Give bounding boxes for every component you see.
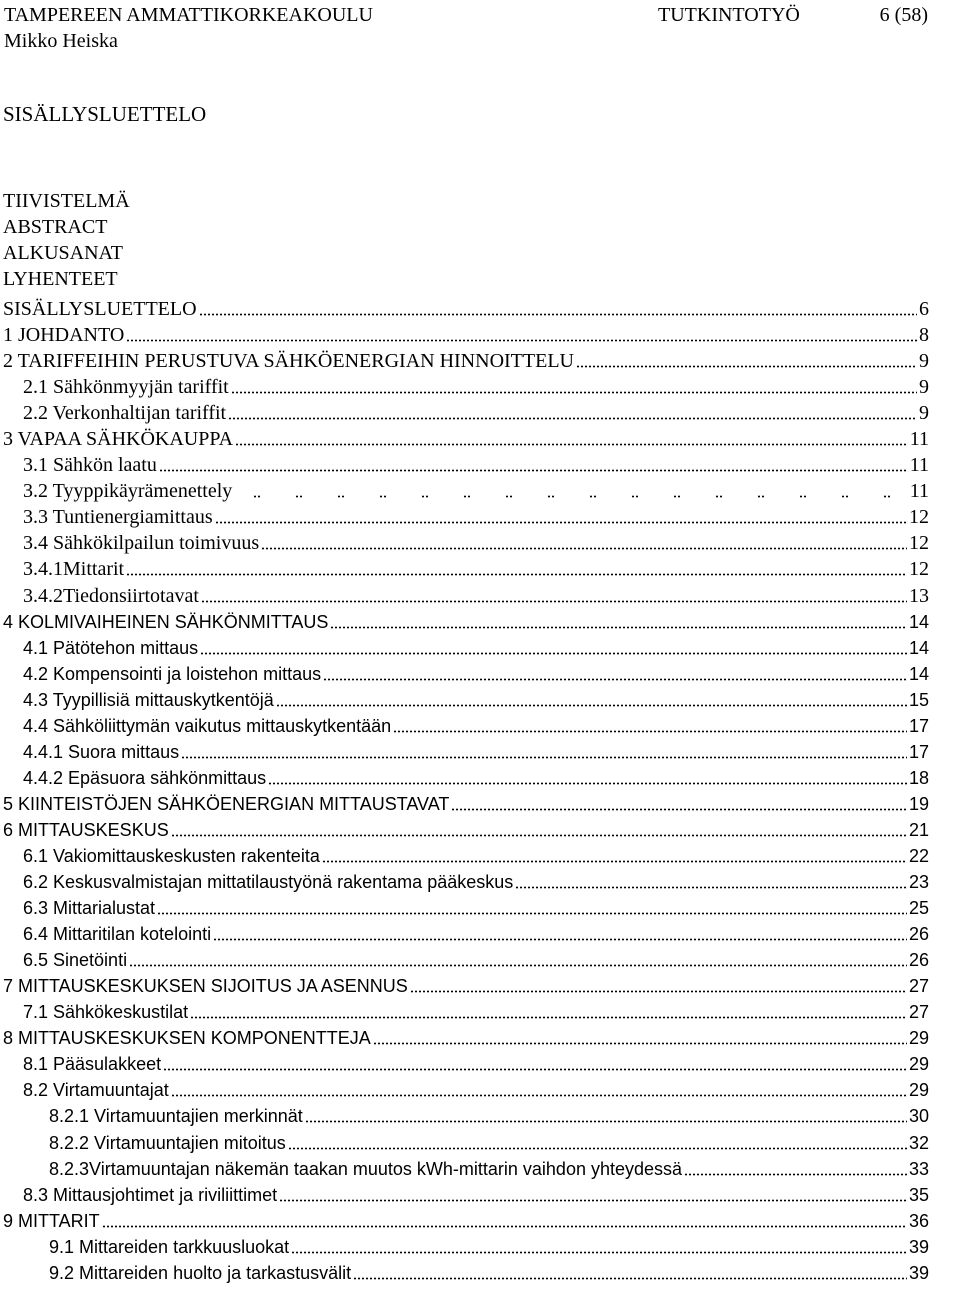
toc-entry-page: 29 xyxy=(908,1054,929,1075)
toc-entry-page: 23 xyxy=(908,872,929,893)
dot-leader xyxy=(159,455,908,475)
toc-entry-title: 3.4 Sähkökilpailun toimivuus xyxy=(23,532,260,555)
toc-entry-page: 11 xyxy=(909,480,929,503)
toc-entry-page: 11 xyxy=(909,428,929,451)
toc-entry[interactable] xyxy=(0,1182,960,1208)
dot-leader xyxy=(684,1159,907,1179)
toc-entry-page: 6 xyxy=(919,298,929,320)
dot-leader xyxy=(171,820,907,840)
toc-entry[interactable] xyxy=(0,739,960,765)
toc-entry-title: 8.2.1 Virtamuuntajien merkinnät xyxy=(49,1106,303,1127)
toc-entry-title: 2.2 Verkonhaltijan tariffit xyxy=(23,402,227,425)
dot-leader xyxy=(276,690,907,710)
toc-entry-title: 9.1 Mittareiden tarkkuusluokat xyxy=(49,1236,290,1257)
dot-leader xyxy=(157,898,907,918)
dot-leader xyxy=(190,1002,907,1022)
toc-entry-page: 12 xyxy=(909,532,929,555)
toc-entry-title: 2 TARIFFEIHIN PERUSTUVA SÄHKÖENERGIAN HINNOITTELU xyxy=(3,350,574,373)
toc-entry-page: 12 xyxy=(909,558,929,581)
toc-entry[interactable] xyxy=(0,348,960,374)
toc-entry[interactable] xyxy=(0,1234,960,1260)
header-page-number: 6 (58) xyxy=(879,4,928,26)
toc-entry-title: 4.2 Kompensointi ja loistehon mittaus xyxy=(23,663,322,684)
dot-leader xyxy=(215,507,907,527)
toc-entry[interactable] xyxy=(0,478,960,504)
toc-entry[interactable] xyxy=(0,1051,960,1077)
toc-entry-page: 14 xyxy=(908,611,929,632)
dot-leader xyxy=(200,638,907,658)
front-matter-item: TIIVISTELMÄ xyxy=(3,190,130,212)
toc-entry-page: 36 xyxy=(908,1210,929,1231)
toc-entry[interactable] xyxy=(0,1260,960,1286)
toc-entry-title: 6.2 Keskusvalmistajan mittatilaustyönä rakentama pääkeskus xyxy=(23,872,514,893)
table-of-contents xyxy=(0,296,960,1286)
toc-entry[interactable] xyxy=(0,374,960,400)
toc-entry-page: 21 xyxy=(908,819,929,840)
toc-entry-page: 17 xyxy=(908,741,929,762)
toc-entry[interactable] xyxy=(0,817,960,843)
toc-entry[interactable] xyxy=(0,426,960,452)
front-matter-item: ALKUSANAT xyxy=(3,242,123,264)
toc-entry-title: 3 VAPAA SÄHKÖKAUPPA xyxy=(3,428,234,451)
toc-entry-title: 4.4.2 Epäsuora sähkönmittaus xyxy=(23,767,267,788)
toc-entry[interactable] xyxy=(0,1103,960,1129)
toc-entry-title: 3.1 Sähkön laatu xyxy=(23,454,157,477)
toc-entry[interactable] xyxy=(0,452,960,478)
toc-entry[interactable] xyxy=(0,504,960,530)
toc-entry-page: 14 xyxy=(908,637,929,658)
toc-entry-title: 5 KIINTEISTÖJEN SÄHKÖENERGIAN MITTAUSTAVAT xyxy=(3,793,450,814)
toc-entry-title: 8.1 Pääsulakkeet xyxy=(23,1054,162,1075)
dot-leader xyxy=(323,664,907,684)
dot-leader xyxy=(201,586,907,606)
toc-entry[interactable] xyxy=(0,791,960,817)
dot-leader xyxy=(576,351,917,371)
dot-leader xyxy=(353,1263,907,1283)
dot-leader xyxy=(126,325,917,345)
front-matter-list xyxy=(3,188,130,292)
toc-entry-page: 22 xyxy=(908,845,929,866)
toc-entry[interactable] xyxy=(0,635,960,661)
dot-leader xyxy=(231,377,917,397)
toc-entry[interactable] xyxy=(0,947,960,973)
toc-entry-title: 9.2 Mittareiden huolto ja tarkastusvälit xyxy=(49,1262,352,1283)
toc-entry[interactable] xyxy=(0,999,960,1025)
header-author: Mikko Heiska xyxy=(4,30,118,52)
toc-entry-title: 8.3 Mittausjohtimet ja riviliittimet xyxy=(23,1184,278,1205)
dot-leader xyxy=(288,1133,907,1153)
toc-entry-page: 12 xyxy=(909,506,929,529)
toc-entry-title: 4.4 Sähköliittymän vaikutus mittauskytkentään xyxy=(23,715,392,736)
toc-entry-page: 29 xyxy=(908,1080,929,1101)
toc-entry[interactable] xyxy=(0,713,960,739)
toc-entry[interactable] xyxy=(0,869,960,895)
toc-entry[interactable] xyxy=(0,661,960,687)
dot-leader xyxy=(213,924,907,944)
toc-entry[interactable] xyxy=(0,583,960,609)
dot-leader xyxy=(228,403,917,423)
toc-entry-page: 35 xyxy=(908,1184,929,1205)
dot-leader xyxy=(322,846,907,866)
toc-entry-page: 18 xyxy=(908,767,929,788)
dot-leader xyxy=(291,1237,907,1257)
toc-entry-page: 13 xyxy=(909,584,929,607)
toc-entry-title: 1 JOHDANTO xyxy=(3,324,125,347)
toc-entry-page: 32 xyxy=(908,1132,929,1153)
dot-leader xyxy=(199,299,917,319)
toc-entry-title: 6.3 Mittarialustat xyxy=(23,898,156,919)
toc-entry[interactable] xyxy=(0,556,960,582)
page-header xyxy=(0,2,960,56)
toc-entry-title: 8.2.3Virtamuuntajan näkemän taakan muutos kWh-mittarin vaihdon yhteydessä xyxy=(49,1158,683,1179)
toc-entry[interactable] xyxy=(0,1025,960,1051)
dot-leader xyxy=(515,872,907,892)
toc-entry-page: 39 xyxy=(908,1236,929,1257)
front-matter-item: ABSTRACT xyxy=(3,216,108,238)
toc-entry[interactable] xyxy=(0,687,960,713)
toc-entry-title: 6.5 Sinetöinti xyxy=(23,950,128,971)
dot-leader xyxy=(451,794,907,814)
toc-entry-title: 6 MITTAUSKESKUS xyxy=(3,819,169,840)
toc-entry-title: 4.4.1 Suora mittaus xyxy=(23,741,180,762)
toc-entry-page: 33 xyxy=(908,1158,929,1179)
dot-leader xyxy=(126,559,907,579)
toc-entry[interactable] xyxy=(0,530,960,556)
toc-entry[interactable] xyxy=(0,400,960,426)
toc-entry-title: 3.3 Tuntienergiamittaus xyxy=(23,506,213,529)
toc-entry[interactable] xyxy=(0,843,960,869)
header-doc-type: TUTKINTOTYÖ xyxy=(658,4,800,26)
toc-entry-title: 8 MITTAUSKESKUKSEN KOMPONENTTEJA xyxy=(3,1028,371,1049)
toc-entry-page: 26 xyxy=(908,950,929,971)
toc-entry-page: 27 xyxy=(908,1002,929,1023)
toc-entry[interactable] xyxy=(0,609,960,635)
toc-entry-page: 25 xyxy=(908,898,929,919)
toc-entry-page: 8 xyxy=(919,324,929,347)
toc-entry-page: 17 xyxy=(908,715,929,736)
dot-leader xyxy=(305,1106,907,1126)
toc-entry-page: 9 xyxy=(919,350,929,373)
dot-leader xyxy=(279,1185,907,1205)
toc-entry[interactable] xyxy=(0,1130,960,1156)
toc-entry[interactable] xyxy=(0,1208,960,1234)
dot-leader xyxy=(268,768,907,788)
toc-entry[interactable] xyxy=(0,973,960,999)
toc-entry-title: 8.2 Virtamuuntajat xyxy=(23,1080,169,1101)
toc-entry-title: SISÄLLYSLUETTELO xyxy=(3,298,197,320)
toc-entry-title: 4 KOLMIVAIHEINEN SÄHKÖNMITTAUS xyxy=(3,611,329,632)
toc-entry-page: 26 xyxy=(908,924,929,945)
toc-entry-title: 4.1 Pätötehon mittaus xyxy=(23,637,199,658)
toc-entry-title: 4.3 Tyypillisiä mittauskytkentöjä xyxy=(23,689,274,710)
dot-leader xyxy=(102,1211,907,1231)
toc-entry-title: 6.1 Vakiomittauskeskusten rakenteita xyxy=(23,845,320,866)
toc-entry-page: 39 xyxy=(908,1262,929,1283)
toc-entry[interactable] xyxy=(0,296,960,322)
toc-entry-page: 27 xyxy=(908,976,929,997)
dot-leader xyxy=(410,976,907,996)
toc-entry-title: 3.4.1Mittarit xyxy=(23,558,125,581)
toc-entry-page: 11 xyxy=(909,454,929,477)
toc-entry-title: 8.2.2 Virtamuuntajien mitoitus xyxy=(49,1132,286,1153)
dot-leader xyxy=(234,481,907,501)
header-institution: TAMPEREEN AMMATTIKORKEAKOULU xyxy=(4,4,373,26)
dot-leader xyxy=(171,1080,907,1100)
dot-leader xyxy=(163,1054,907,1074)
toc-entry[interactable] xyxy=(0,1156,960,1182)
toc-entry-page: 29 xyxy=(908,1028,929,1049)
toc-entry-title: 3.2 Tyyppikäyrämenettely xyxy=(23,480,233,503)
toc-entry-page: 14 xyxy=(908,663,929,684)
dot-leader xyxy=(235,429,908,449)
toc-entry[interactable] xyxy=(0,322,960,348)
dot-leader xyxy=(330,612,907,632)
toc-entry-title: 3.4.2Tiedonsiirtotavat xyxy=(23,584,199,607)
toc-entry-page: 9 xyxy=(919,376,929,399)
toc-entry-page: 30 xyxy=(908,1106,929,1127)
toc-entry[interactable] xyxy=(0,921,960,947)
toc-entry[interactable] xyxy=(0,895,960,921)
toc-entry-page: 9 xyxy=(919,402,929,425)
front-matter-item: LYHENTEET xyxy=(3,268,118,290)
toc-entry[interactable] xyxy=(0,765,960,791)
toc-entry-title: 2.1 Sähkönmyyjän tariffit xyxy=(23,376,229,399)
page-title: SISÄLLYSLUETTELO xyxy=(3,102,207,126)
toc-entry-title: 7.1 Sähkökeskustilat xyxy=(23,1002,189,1023)
toc-entry-page: 19 xyxy=(908,793,929,814)
dot-leader xyxy=(181,742,907,762)
dot-leader xyxy=(261,533,907,553)
toc-entry-title: 6.4 Mittaritilan kotelointi xyxy=(23,924,212,945)
dot-leader xyxy=(129,950,907,970)
dot-leader xyxy=(393,716,907,736)
dot-leader xyxy=(373,1028,907,1048)
toc-entry-title: 9 MITTARIT xyxy=(3,1210,100,1231)
toc-entry[interactable] xyxy=(0,1077,960,1103)
toc-entry-title: 7 MITTAUSKESKUKSEN SIJOITUS JA ASENNUS xyxy=(3,976,408,997)
toc-entry-page: 15 xyxy=(908,689,929,710)
